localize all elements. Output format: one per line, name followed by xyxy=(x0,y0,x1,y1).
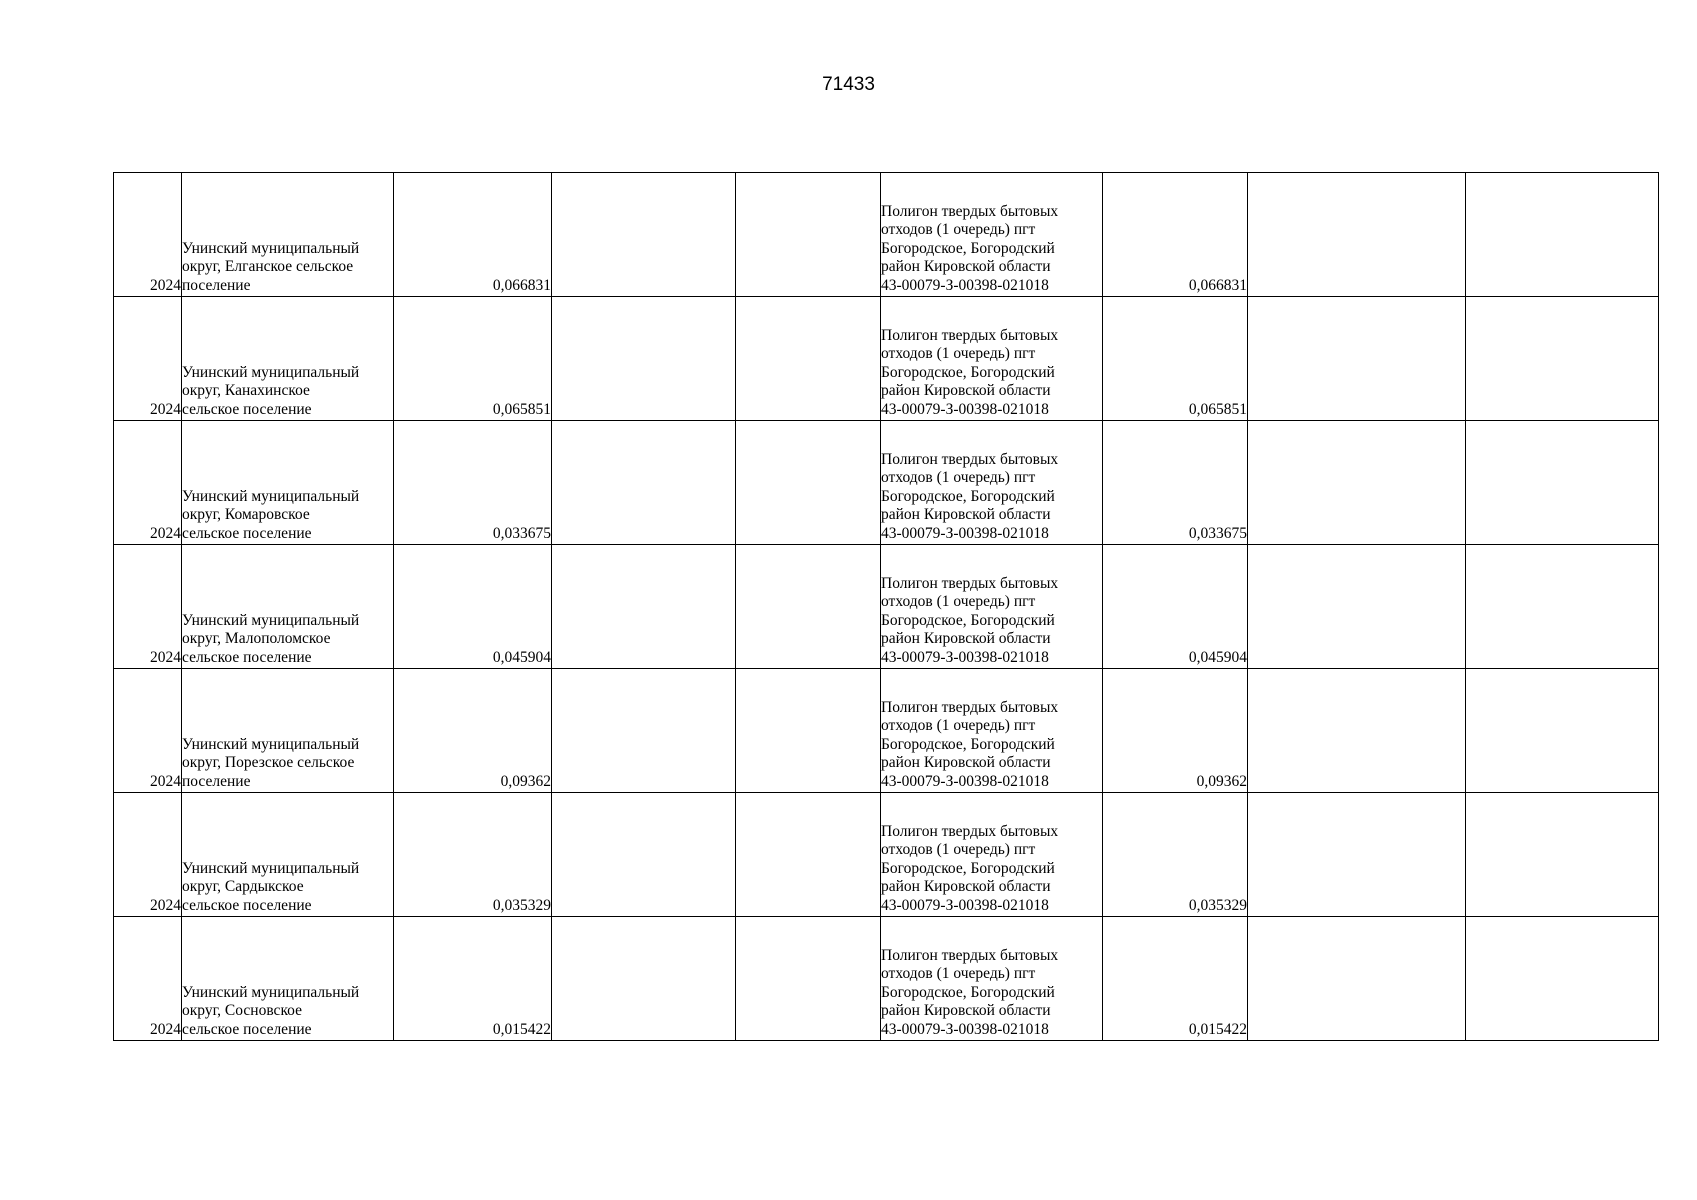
facility-line: Полигон твердых бытовых xyxy=(881,202,1059,220)
year-cell: 2024 xyxy=(114,793,182,917)
municipality-line: округ, Сардыкское xyxy=(182,878,304,896)
facility-line: Богородское, Богородский xyxy=(881,363,1055,381)
empty-cell xyxy=(736,917,881,1041)
empty-cell xyxy=(1466,669,1659,793)
facility-line: отходов (1 очередь) пгт xyxy=(881,841,1036,859)
facility-cell xyxy=(881,545,1103,669)
municipality-line: Унинский муниципальный xyxy=(182,859,360,877)
facility-line: Богородское, Богородский xyxy=(881,611,1055,629)
value-cell: 0,09362 xyxy=(394,669,552,793)
year-cell: 2024 xyxy=(114,297,182,421)
municipality-line: Унинский муниципальный xyxy=(182,363,360,381)
empty-cell xyxy=(736,297,881,421)
year-cell: 2024 xyxy=(114,173,182,297)
facility-line: район Кировской области xyxy=(881,258,1051,276)
facility-line: район Кировской области xyxy=(881,1002,1051,1020)
empty-cell xyxy=(552,793,736,917)
empty-cell xyxy=(736,669,881,793)
empty-cell xyxy=(736,173,881,297)
empty-cell xyxy=(1248,917,1466,1041)
facility-cell xyxy=(881,173,1103,297)
empty-cell xyxy=(552,545,736,669)
facility-cell xyxy=(881,297,1103,421)
value-cell: 0,065851 xyxy=(394,297,552,421)
empty-cell xyxy=(552,173,736,297)
empty-cell xyxy=(552,421,736,545)
value-cell: 0,045904 xyxy=(394,545,552,669)
empty-cell xyxy=(1466,173,1659,297)
year-cell: 2024 xyxy=(114,669,182,793)
facility-cell xyxy=(881,669,1103,793)
facility-line: район Кировской области xyxy=(881,506,1051,524)
municipality-cell xyxy=(182,917,394,1041)
page-number: 71433 xyxy=(822,74,875,95)
municipality-cell xyxy=(182,297,394,421)
facility-line: 43-00079-З-00398-021018 xyxy=(881,896,1049,914)
facility-line: Полигон твердых бытовых xyxy=(881,822,1059,840)
facility-line: район Кировской области xyxy=(881,382,1051,400)
facility-line: Богородское, Богородский xyxy=(881,239,1055,257)
value-cell: 0,035329 xyxy=(394,793,552,917)
municipality-line: Унинский муниципальный xyxy=(182,487,360,505)
empty-cell xyxy=(1466,917,1659,1041)
table-row xyxy=(114,793,1659,917)
facility-line: отходов (1 очередь) пгт xyxy=(881,221,1036,239)
facility-value-cell: 0,045904 xyxy=(1103,545,1248,669)
empty-cell xyxy=(1248,421,1466,545)
table-row xyxy=(114,173,1659,297)
municipality-line: сельское поселение xyxy=(182,400,312,418)
municipality-line: сельское поселение xyxy=(182,648,312,666)
municipality-line: сельское поселение xyxy=(182,896,312,914)
facility-value-cell: 0,066831 xyxy=(1103,173,1248,297)
value-cell: 0,015422 xyxy=(394,917,552,1041)
municipality-cell xyxy=(182,173,394,297)
facility-line: район Кировской области xyxy=(881,630,1051,648)
municipality-cell xyxy=(182,793,394,917)
empty-cell xyxy=(552,297,736,421)
facility-value-cell: 0,035329 xyxy=(1103,793,1248,917)
municipality-line: округ, Сосновское xyxy=(182,1002,303,1020)
year-cell: 2024 xyxy=(114,421,182,545)
municipality-line: округ, Малополомское xyxy=(182,630,331,648)
empty-cell xyxy=(552,669,736,793)
empty-cell xyxy=(1466,421,1659,545)
empty-cell xyxy=(736,545,881,669)
empty-cell xyxy=(1248,297,1466,421)
year-cell: 2024 xyxy=(114,917,182,1041)
facility-line: отходов (1 очередь) пгт xyxy=(881,593,1036,611)
table-row xyxy=(114,421,1659,545)
table-row xyxy=(114,917,1659,1041)
municipality-line: Унинский муниципальный xyxy=(182,983,360,1001)
facility-value-cell: 0,033675 xyxy=(1103,421,1248,545)
municipality-line: Унинский муниципальный xyxy=(182,735,360,753)
empty-cell xyxy=(552,917,736,1041)
facility-line: район Кировской области xyxy=(881,878,1051,896)
facility-line: Богородское, Богородский xyxy=(881,487,1055,505)
facility-value-cell: 0,065851 xyxy=(1103,297,1248,421)
facility-line: Полигон твердых бытовых xyxy=(881,450,1059,468)
facility-line: 43-00079-З-00398-021018 xyxy=(881,1020,1049,1038)
municipality-line: округ, Елганское сельское xyxy=(182,258,354,276)
facility-line: Полигон твердых бытовых xyxy=(881,946,1059,964)
municipality-line: Унинский муниципальный xyxy=(182,611,360,629)
value-cell: 0,066831 xyxy=(394,173,552,297)
municipality-cell xyxy=(182,421,394,545)
table-row xyxy=(114,669,1659,793)
facility-cell xyxy=(881,421,1103,545)
facility-line: Полигон твердых бытовых xyxy=(881,698,1059,716)
empty-cell xyxy=(1248,545,1466,669)
facility-line: отходов (1 очередь) пгт xyxy=(881,469,1036,487)
facility-line: 43-00079-З-00398-021018 xyxy=(881,648,1049,666)
facility-line: 43-00079-З-00398-021018 xyxy=(881,524,1049,542)
municipality-line: округ, Комаровское xyxy=(182,506,310,524)
municipality-cell xyxy=(182,545,394,669)
facility-cell xyxy=(881,793,1103,917)
year-cell: 2024 xyxy=(114,545,182,669)
value-cell: 0,033675 xyxy=(394,421,552,545)
table-body xyxy=(114,173,1659,1041)
empty-cell xyxy=(1248,173,1466,297)
municipality-line: округ, Порезское сельское xyxy=(182,754,355,772)
facility-line: Богородское, Богородский xyxy=(881,859,1055,877)
table-row xyxy=(114,297,1659,421)
municipality-line: поселение xyxy=(182,772,251,790)
registry-table xyxy=(113,172,1659,1041)
facility-line: Полигон твердых бытовых xyxy=(881,574,1059,592)
facility-line: 43-00079-З-00398-021018 xyxy=(881,772,1049,790)
facility-line: Богородское, Богородский xyxy=(881,735,1055,753)
facility-line: отходов (1 очередь) пгт xyxy=(881,345,1036,363)
facility-line: 43-00079-З-00398-021018 xyxy=(881,276,1049,294)
facility-cell xyxy=(881,917,1103,1041)
municipality-line: Унинский муниципальный xyxy=(182,239,360,257)
municipality-line: поселение xyxy=(182,276,251,294)
municipality-line: сельское поселение xyxy=(182,524,312,542)
municipality-line: сельское поселение xyxy=(182,1020,312,1038)
empty-cell xyxy=(1466,297,1659,421)
facility-line: район Кировской области xyxy=(881,754,1051,772)
facility-value-cell: 0,015422 xyxy=(1103,917,1248,1041)
table-row xyxy=(114,545,1659,669)
municipality-cell xyxy=(182,669,394,793)
facility-line: отходов (1 очередь) пгт xyxy=(881,965,1036,983)
facility-line: 43-00079-З-00398-021018 xyxy=(881,400,1049,418)
empty-cell xyxy=(1466,545,1659,669)
facility-value-cell: 0,09362 xyxy=(1103,669,1248,793)
facility-line: Богородское, Богородский xyxy=(881,983,1055,1001)
empty-cell xyxy=(736,793,881,917)
empty-cell xyxy=(1248,669,1466,793)
municipality-line: округ, Канахинское xyxy=(182,382,310,400)
empty-cell xyxy=(1248,793,1466,917)
empty-cell xyxy=(1466,793,1659,917)
empty-cell xyxy=(736,421,881,545)
facility-line: Полигон твердых бытовых xyxy=(881,326,1059,344)
facility-line: отходов (1 очередь) пгт xyxy=(881,717,1036,735)
